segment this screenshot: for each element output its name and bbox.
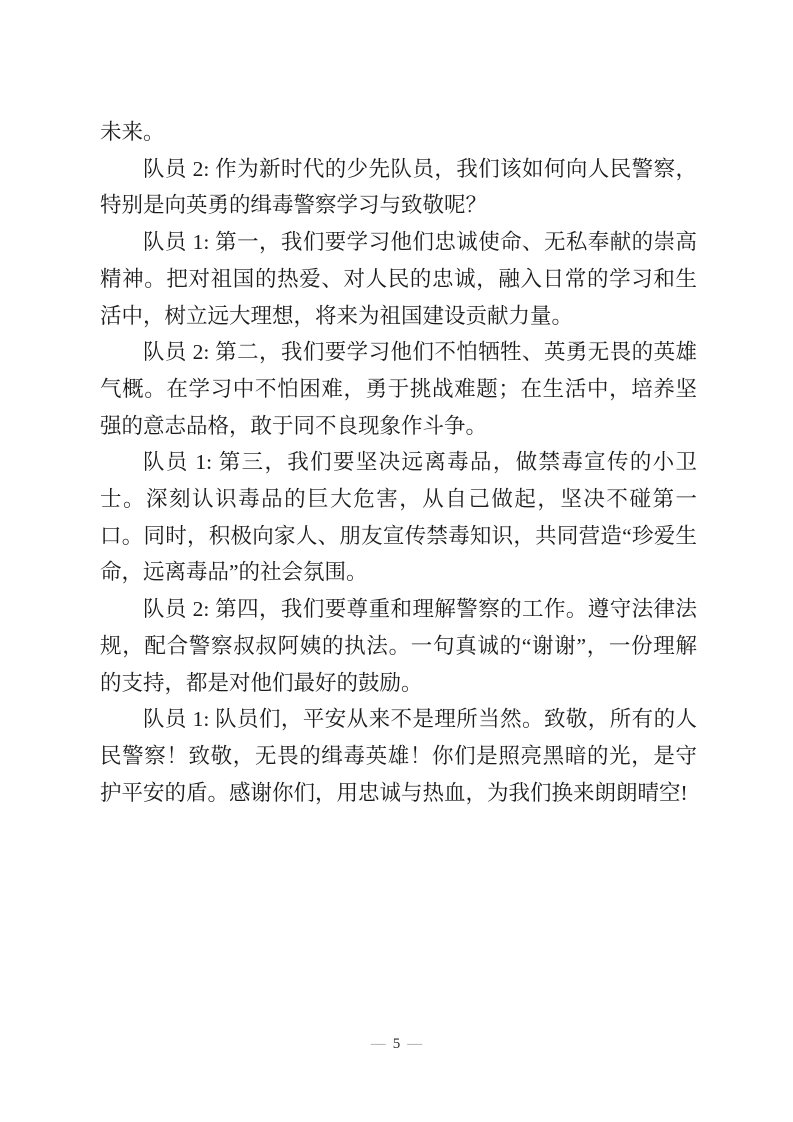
document-body xyxy=(100,114,697,811)
page-footer xyxy=(0,1033,793,1055)
paragraph-dialogue: 队员 1: 第一，我们要学习他们忠诚使命、无私奉献的崇高精神。把对祖国的热爱、对人民的忠诚，融入日常的学习和生活中，树立远大理想，将来为祖国建设贡献力量。 xyxy=(100,230,697,328)
footer-right-dash: — xyxy=(407,1036,423,1052)
paragraph-dialogue: 队员 2: 第四，我们要尊重和理解警察的工作。遵守法律法规，配合警察叔叔阿姨的执法。一句真诚的“谢谢”，一份理解的支持，都是对他们最好的鼓励。 xyxy=(100,597,697,695)
paragraph-dialogue: 队员 1: 队员们，平安从来不是理所当然。致敬，所有的人民警察！致敬，无畏的缉毒英雄！你们是照亮黑暗的光，是守护平安的盾。感谢你们，用忠诚与热血，为我们换来朗朗晴空! xyxy=(100,707,697,805)
paragraph-dialogue: 队员 1: 第三，我们要坚决远离毒品，做禁毒宣传的小卫士。深刻认识毒品的巨大危害，从自己做起，坚决不碰第一口。同时，积极向家人、朋友宣传禁毒知识，共同营造“珍爱生命，远离毒品”的社会氛围。 xyxy=(100,450,697,585)
paragraph-dialogue: 队员 2: 作为新时代的少先队员，我们该如何向人民警察，特别是向英勇的缉毒警察学习与致敬呢？ xyxy=(100,156,697,218)
footer-left-dash: — xyxy=(370,1036,386,1052)
paragraph-continuation: 未来。 xyxy=(100,120,165,144)
page-number: 5 xyxy=(392,1036,401,1052)
paragraph-dialogue: 队员 2: 第二，我们要学习他们不怕牺牲、英勇无畏的英雄气概。在学习中不怕困难，勇于挑战难题；在生活中，培养坚强的意志品格，敢于同不良现象作斗争。 xyxy=(100,340,697,438)
